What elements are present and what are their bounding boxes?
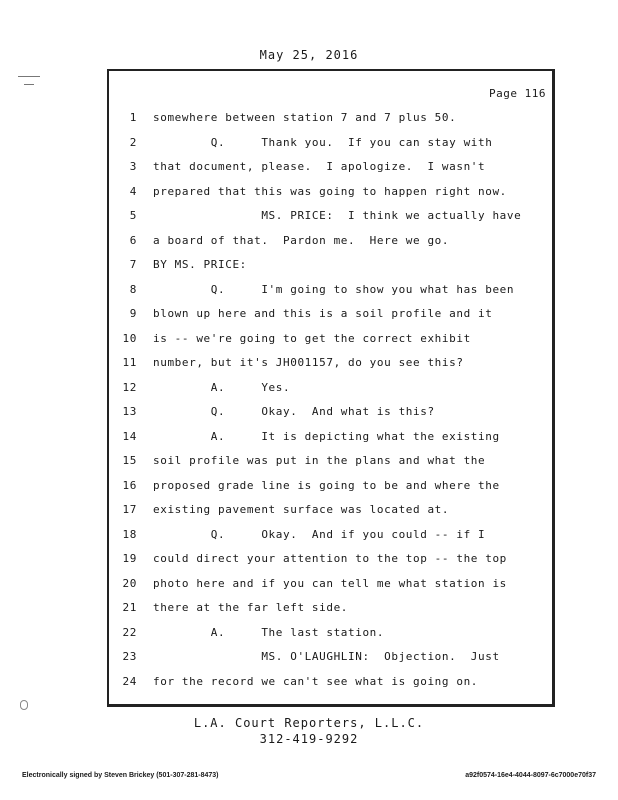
- document-hash: a92f0574-16e4-4044-8097-6c7000e70f37: [465, 772, 596, 779]
- scan-speck: [20, 700, 28, 710]
- electronic-signature: Electronically signed by Steven Brickey (501-307-281-8473): [22, 772, 219, 779]
- transcript-line: [109, 474, 552, 499]
- line-text: MS. O'LAUGHLIN: Objection. Just: [153, 650, 500, 663]
- court-reporter-name: L.A. Court Reporters, L.L.C.: [193, 716, 425, 730]
- scan-speck: [18, 76, 40, 77]
- line-text: Q. Thank you. If you can stay with: [153, 135, 493, 149]
- line-number: 20: [122, 576, 137, 590]
- transcript-line: [109, 376, 552, 401]
- transcript-page-frame: [107, 69, 555, 707]
- line-number: 1: [129, 111, 137, 124]
- transcript-lines: [109, 106, 552, 694]
- line-number: 2: [129, 135, 137, 149]
- line-text: proposed grade line is going to be and where the: [153, 478, 500, 492]
- line-number: 9: [129, 307, 137, 320]
- line-text: A. The last station.: [153, 625, 385, 639]
- line-text: a board of that. Pardon me. Here we go.: [153, 233, 450, 247]
- line-text: photo here and if you can tell me what station is: [153, 576, 507, 590]
- transcript-line: [109, 253, 552, 278]
- transcript-line: [109, 645, 552, 670]
- page-number: Page 116: [489, 87, 546, 100]
- scan-speck: [24, 84, 34, 85]
- line-number: 7: [129, 258, 137, 271]
- line-number: 17: [122, 503, 137, 516]
- line-number: 23: [122, 650, 137, 663]
- line-text: blown up here and this is a soil profile and it: [153, 307, 493, 320]
- line-text: A. Yes.: [153, 380, 291, 394]
- transcript-line: [109, 278, 552, 303]
- line-number: 13: [122, 405, 137, 418]
- line-text: Q. I'm going to show you what has been: [153, 282, 515, 296]
- line-number: 6: [129, 233, 137, 247]
- line-text: prepared that this was going to happen right now.: [153, 184, 507, 198]
- line-text: MS. PRICE: I think we actually have: [153, 209, 522, 222]
- line-number: 8: [129, 282, 137, 296]
- transcript-line: [109, 229, 552, 254]
- line-text: for the record we can't see what is going on.: [153, 674, 479, 688]
- line-text: could direct your attention to the top -- the top: [153, 552, 507, 565]
- line-text: A. It is depicting what the existing: [153, 429, 500, 443]
- line-text: somewhere between station 7 and 7 plus 50.: [153, 111, 457, 124]
- transcript-line: [109, 670, 552, 695]
- line-number: 18: [122, 527, 137, 541]
- transcript-line: [109, 621, 552, 646]
- line-number: 19: [122, 552, 137, 565]
- transcript-line: [109, 400, 552, 425]
- line-number: 15: [122, 454, 137, 467]
- line-number: 5: [129, 209, 137, 222]
- court-reporter-phone: 312-419-9292: [259, 732, 359, 746]
- line-number: 24: [122, 674, 137, 688]
- line-number: 10: [122, 331, 137, 345]
- transcript-line: [109, 572, 552, 597]
- transcript-line: [109, 449, 552, 474]
- transcript-line: [109, 131, 552, 156]
- line-text: existing pavement surface was located at.: [153, 503, 450, 516]
- line-text: Q. Okay. And what is this?: [153, 405, 435, 418]
- line-text: is -- we're going to get the correct exhibit: [153, 331, 471, 345]
- line-number: 12: [122, 380, 137, 394]
- line-number: 22: [122, 625, 137, 639]
- line-text: that document, please. I apologize. I wasn't: [153, 160, 486, 173]
- transcript-line: [109, 498, 552, 523]
- transcript-line: [109, 523, 552, 548]
- transcript-line: [109, 180, 552, 205]
- line-text: soil profile was put in the plans and what the: [153, 454, 486, 467]
- transcript-line: [109, 596, 552, 621]
- transcript-line: [109, 351, 552, 376]
- line-number: 21: [122, 601, 137, 614]
- line-text: BY MS. PRICE:: [153, 258, 247, 271]
- transcript-line: [109, 547, 552, 572]
- line-number: 14: [122, 429, 137, 443]
- line-number: 16: [122, 478, 137, 492]
- transcript-line: [109, 155, 552, 180]
- line-text: Q. Okay. And if you could -- if I: [153, 527, 486, 541]
- transcript-line: [109, 204, 552, 229]
- line-number: 4: [129, 184, 137, 198]
- transcript-line: [109, 302, 552, 327]
- line-text: there at the far left side.: [153, 601, 349, 614]
- transcript-line: [109, 106, 552, 131]
- line-number: 11: [122, 356, 137, 369]
- line-text: number, but it's JH001157, do you see this?: [153, 356, 464, 369]
- transcript-line: [109, 327, 552, 352]
- transcript-line: [109, 425, 552, 450]
- line-number: 3: [129, 160, 137, 173]
- transcript-date: May 25, 2016: [259, 48, 359, 62]
